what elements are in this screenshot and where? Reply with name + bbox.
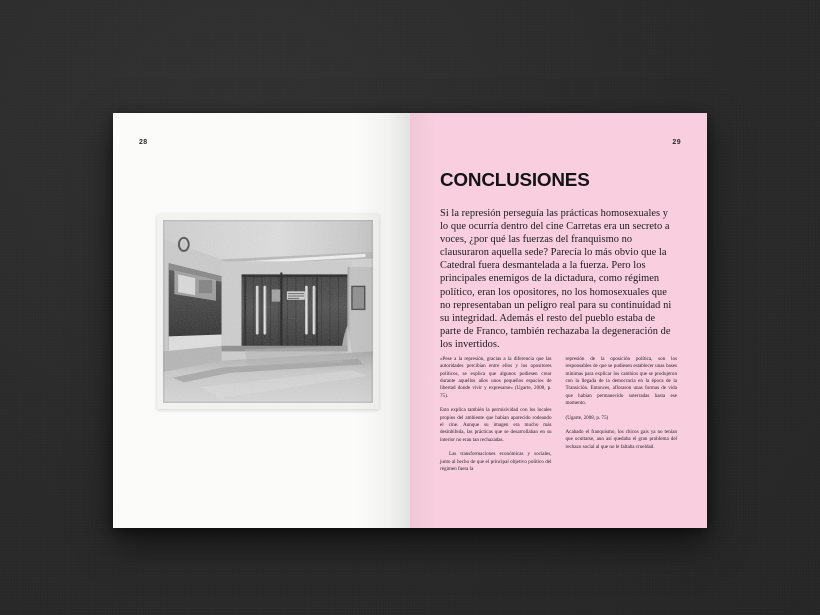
- body-paragraph: (Ugarte, 2008, p. 75): [565, 414, 609, 421]
- body-paragraph: Esto explica también la permisividad con los locales propios del ambiente que habían aparecido rodeando el cine. Aunque su imagen era mucho más desinhibida, las prácticas que se desarrollaban en su interior no eran tan rechazadas.: [440, 407, 552, 443]
- lede-paragraph: Si la represión perseguía las prácticas homosexuales y lo que ocurría dentro del cine Carretas era un secreto a voces, ¿por qué las fuerzas del franquismo no clausuraron aquella sede? Parecía lo más obvio que la Catedral fuera desmantelada a la fuerza. Pero los principales enemigos de la dictadura, como régimen político, eran los opositores, no los homosexuales que no representaban un peligro real para su continuidad ni su integridad. Además el resto del pueblo estaba de parte de Franco, también rechazaba la degeneración de los invertidos.: [440, 208, 672, 350]
- body-column-right: [566, 356, 678, 526]
- page-number-right: 29: [672, 139, 681, 146]
- cinema-lobby-photo: [163, 220, 373, 403]
- right-page: [410, 113, 707, 528]
- magazine-spread: [113, 113, 707, 528]
- body-paragraph: Las transformaciones económicas y sociales, junto al hecho de que el principal objetivo político del régimen fuera la: [440, 451, 552, 472]
- page-title: CONCLUSIONES: [440, 169, 590, 190]
- two-column-body: [440, 356, 677, 526]
- right-page-content: [440, 113, 677, 528]
- body-column-left: [440, 356, 552, 526]
- photo-frame: [157, 214, 379, 409]
- body-paragraph: represión de la oposición política, son los responsables de que se pudiesen establecer unas bases mínimas para explicar los cambios que se produjeron con la llegada de la democracia en la época de la Transición. Entonces, afloraron unas formas de vida que habían permanecido soterradas hasta ese momento.: [565, 356, 677, 407]
- page-number-left: 28: [139, 139, 148, 146]
- left-page: [113, 113, 410, 528]
- body-paragraph: «Pese a la represión, gracias a la diferencia que las autoridades percibían entre ellos y los opositores políticos, se explica que algunos pudiesen crear durante aquellos años unos pequeños espacios de libertad donde vivir y expresarse» (Ugarte, 2008, p. 75).: [440, 356, 552, 399]
- body-paragraph: Acabado el franquismo, los chicos gais ya no tenían que ocultarse, aun así quedaba el gran problema del rechazo social al que no le faltaba crueldad.: [565, 429, 677, 450]
